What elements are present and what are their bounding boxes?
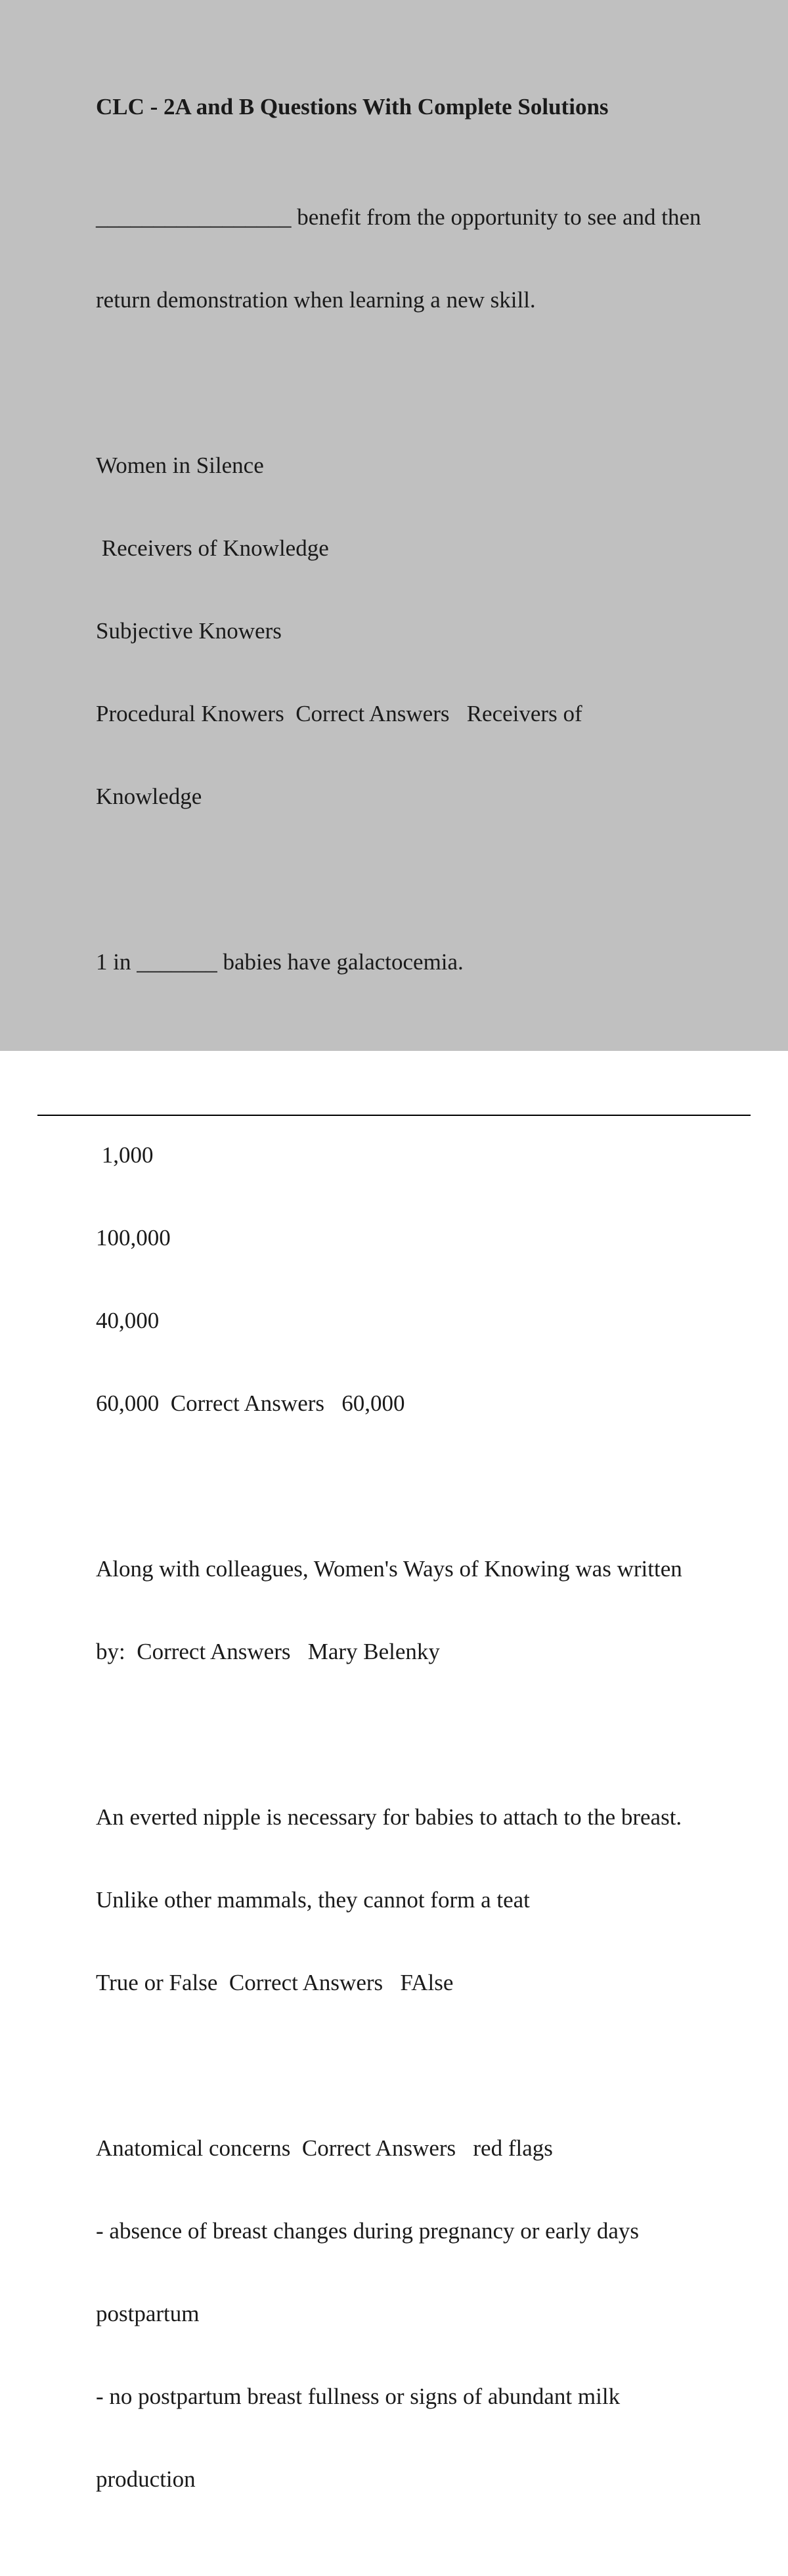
question-5 bbox=[96, 2079, 713, 2548]
question-2 bbox=[96, 893, 713, 1031]
footer-divider bbox=[37, 1115, 751, 1116]
question-4-line-3: True or False Correct Answers FAlse bbox=[96, 1970, 454, 1995]
question-4 bbox=[96, 1748, 713, 2052]
option-1000: 1,000 bbox=[96, 1142, 154, 1168]
question-2-options bbox=[96, 1086, 713, 1473]
question-4-line-2: Unlike other mammals, they cannot form a teat bbox=[96, 1887, 530, 1913]
question-1-options bbox=[96, 397, 713, 866]
option-procedural-knowers-answer: Procedural Knowers Correct Answers Receivers of bbox=[96, 701, 582, 726]
question-5-line-1: Anatomical concerns Correct Answers red flags bbox=[96, 2135, 553, 2161]
question-5-line-4: - no postpartum breast fullness or signs of abundant milk bbox=[96, 2384, 621, 2409]
question-4-line-1: An everted nipple is necessary for babies to attach to the breast. bbox=[96, 1804, 682, 1830]
option-40000: 40,000 bbox=[96, 1308, 160, 1333]
question-5-line-5: production bbox=[96, 2466, 196, 2492]
question-3-line-1: Along with colleagues, Women's Ways of Knowing was written bbox=[96, 1556, 682, 1582]
option-women-in-silence: Women in Silence bbox=[96, 453, 264, 478]
question-3 bbox=[96, 1500, 713, 1721]
question-3-line-2: by: Correct Answers Mary Belenky bbox=[96, 1639, 440, 1664]
question-2-line-1: 1 in _______ babies have galactocemia. bbox=[96, 949, 464, 975]
answer-continuation: Knowledge bbox=[96, 784, 202, 809]
option-60000-answer: 60,000 Correct Answers 60,000 bbox=[96, 1390, 405, 1416]
option-subjective-knowers: Subjective Knowers bbox=[96, 618, 282, 644]
option-receivers-of-knowledge: Receivers of Knowledge bbox=[96, 535, 329, 561]
question-1-line-2: return demonstration when learning a new skill. bbox=[96, 287, 536, 313]
document-content bbox=[96, 93, 713, 2576]
question-5-line-2: - absence of breast changes during pregnancy or early days bbox=[96, 2218, 640, 2244]
question-5-line-3: postpartum bbox=[96, 2301, 200, 2326]
question-1-line-1: _________________ benefit from the opportunity to see and then bbox=[96, 204, 701, 230]
document-title: CLC - 2A and B Questions With Complete Solutions bbox=[96, 94, 609, 120]
option-100000: 100,000 bbox=[96, 1225, 171, 1251]
question-1 bbox=[96, 148, 713, 369]
